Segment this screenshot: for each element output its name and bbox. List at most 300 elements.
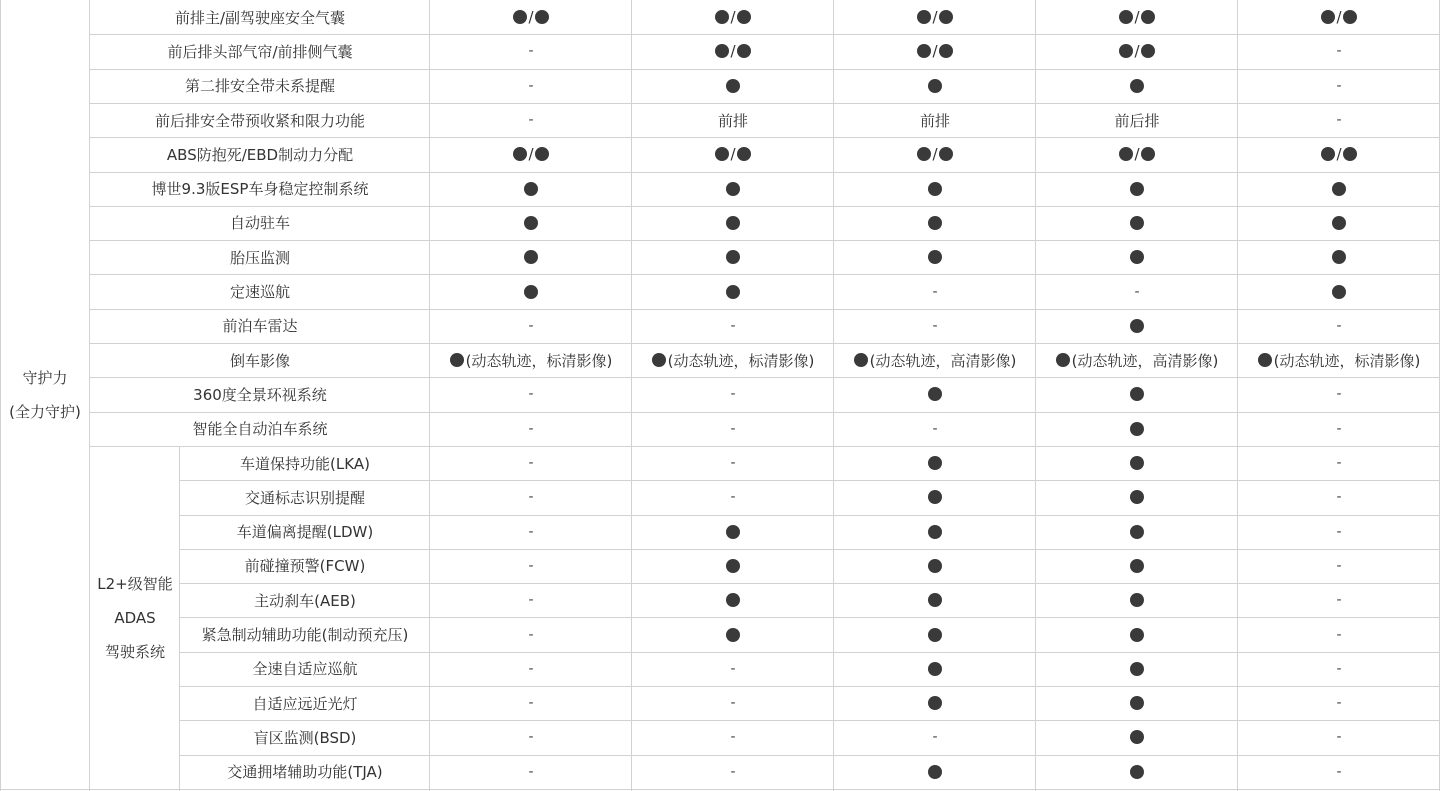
filled-dot-icon	[1332, 285, 1346, 299]
filled-dot-icon	[1130, 319, 1144, 333]
value-cell	[834, 0, 1036, 34]
value-cell	[632, 172, 834, 206]
not-available-dash: -	[1336, 729, 1342, 746]
not-available-dash: -	[528, 112, 534, 129]
slash-separator: /	[1134, 42, 1140, 61]
filled-dot-icon	[1343, 10, 1357, 24]
filled-dot-icon	[1130, 490, 1144, 504]
not-available-dash: -	[730, 455, 736, 472]
not-available-dash: -	[730, 763, 736, 780]
value-cell	[834, 206, 1036, 240]
slash-separator: /	[1134, 145, 1140, 164]
feature-label: 盲区监测(BSD)	[253, 728, 357, 747]
value-cell	[430, 172, 632, 206]
feature-label: 车道保持功能(LKA)	[240, 454, 370, 473]
filled-dot-icon	[1056, 353, 1070, 367]
grid-line	[180, 617, 1440, 618]
filled-dot-icon	[1130, 662, 1144, 676]
not-available-dash: -	[1336, 660, 1342, 677]
value-cell	[632, 617, 834, 651]
value-cell	[1036, 686, 1238, 720]
value-cell	[1036, 274, 1238, 308]
value-cell	[834, 34, 1036, 68]
not-available-dash: -	[730, 660, 736, 677]
value-cell	[834, 480, 1036, 514]
filled-dot-icon	[1130, 182, 1144, 196]
filled-dot-icon	[928, 456, 942, 470]
value-cell	[1036, 480, 1238, 514]
value-cell	[430, 720, 632, 754]
feature-label: 前后排头部气帘/前排侧气囊	[167, 42, 353, 61]
value-cell	[1036, 446, 1238, 480]
value-cell	[1238, 274, 1440, 308]
value-cell	[430, 652, 632, 686]
value-cell	[1238, 103, 1440, 137]
value-cell	[1238, 309, 1440, 343]
grid-line	[180, 549, 1440, 550]
not-available-dash: -	[730, 386, 736, 403]
filled-dot-icon	[1332, 216, 1346, 230]
value-cell	[632, 549, 834, 583]
value-cell	[1238, 652, 1440, 686]
filled-dot-icon	[928, 250, 942, 264]
value-cell	[1238, 515, 1440, 549]
value-cell	[632, 240, 834, 274]
group-label-line: (全力守护)	[9, 402, 81, 421]
filled-dot-icon	[737, 10, 751, 24]
filled-dot-icon	[524, 250, 538, 264]
value-cell	[1238, 137, 1440, 171]
not-available-dash: -	[528, 455, 534, 472]
filled-dot-icon	[737, 147, 751, 161]
filled-dot-icon	[1141, 44, 1155, 58]
not-available-dash: -	[528, 660, 534, 677]
filled-dot-icon	[1130, 730, 1144, 744]
feature-label: 智能全自动泊车系统	[192, 420, 328, 439]
value-cell	[632, 343, 834, 377]
filled-dot-icon	[513, 10, 527, 24]
not-available-dash: -	[1336, 455, 1342, 472]
filled-dot-icon	[928, 216, 942, 230]
slash-separator: /	[528, 8, 534, 27]
filled-dot-icon	[939, 44, 953, 58]
grid-line	[429, 0, 430, 791]
filled-dot-icon	[1130, 216, 1144, 230]
not-available-dash: -	[730, 420, 736, 437]
value-note: (动态轨迹，高清影像)	[869, 351, 1017, 370]
value-cell	[430, 515, 632, 549]
value-cell	[1238, 446, 1440, 480]
not-available-dash: -	[1336, 695, 1342, 712]
filled-dot-icon	[1130, 387, 1144, 401]
value-cell	[834, 69, 1036, 103]
filled-dot-icon	[726, 250, 740, 264]
not-available-dash: -	[528, 523, 534, 540]
value-cell	[430, 274, 632, 308]
value-cell	[632, 69, 834, 103]
not-available-dash: -	[730, 317, 736, 334]
value-cell	[1036, 309, 1238, 343]
grid-line	[1237, 0, 1238, 791]
value-cell	[1238, 240, 1440, 274]
slash-separator: /	[730, 42, 736, 61]
filled-dot-icon	[928, 525, 942, 539]
filled-dot-icon	[928, 662, 942, 676]
not-available-dash: -	[528, 43, 534, 60]
filled-dot-icon	[726, 285, 740, 299]
value-cell	[834, 446, 1036, 480]
not-available-dash: -	[1336, 386, 1342, 403]
value-cell	[1036, 103, 1238, 137]
value-cell	[430, 583, 632, 617]
value-cell	[430, 309, 632, 343]
value-cell	[1036, 69, 1238, 103]
value-cell	[1238, 583, 1440, 617]
filled-dot-icon	[737, 44, 751, 58]
value-note: (动态轨迹，标清影像)	[1273, 351, 1421, 370]
filled-dot-icon	[1321, 147, 1335, 161]
filled-dot-icon	[726, 593, 740, 607]
value-cell	[430, 480, 632, 514]
value-cell	[834, 103, 1036, 137]
value-cell	[632, 137, 834, 171]
slash-separator: /	[932, 8, 938, 27]
value-text: 前后排	[1114, 111, 1160, 130]
not-available-dash: -	[528, 489, 534, 506]
value-cell	[834, 652, 1036, 686]
filled-dot-icon	[939, 10, 953, 24]
value-cell	[632, 720, 834, 754]
value-cell	[834, 172, 1036, 206]
value-cell	[834, 755, 1036, 789]
value-cell	[430, 686, 632, 720]
value-cell	[1238, 172, 1440, 206]
slash-separator: /	[932, 42, 938, 61]
filled-dot-icon	[1130, 628, 1144, 642]
group-label-adas	[90, 446, 180, 789]
feature-label: 自动驻车	[229, 214, 290, 233]
slash-separator: /	[1336, 145, 1342, 164]
slash-separator: /	[730, 145, 736, 164]
filled-dot-icon	[1130, 765, 1144, 779]
filled-dot-icon	[1119, 10, 1133, 24]
value-cell	[430, 34, 632, 68]
value-cell	[1036, 515, 1238, 549]
value-cell	[632, 515, 834, 549]
value-cell	[1036, 172, 1238, 206]
value-cell	[430, 412, 632, 446]
value-cell	[430, 549, 632, 583]
value-cell	[430, 343, 632, 377]
filled-dot-icon	[1332, 250, 1346, 264]
feature-label: 车道偏离提醒(LDW)	[236, 523, 374, 542]
not-available-dash: -	[528, 592, 534, 609]
grid-line	[180, 720, 1440, 721]
value-cell	[1238, 686, 1440, 720]
filled-dot-icon	[928, 765, 942, 779]
value-cell	[1036, 34, 1238, 68]
value-cell	[834, 515, 1036, 549]
feature-label: 交通标志识别提醒	[244, 488, 365, 507]
group-label-safety	[0, 0, 90, 789]
filled-dot-icon	[1130, 525, 1144, 539]
filled-dot-icon	[928, 79, 942, 93]
filled-dot-icon	[939, 147, 953, 161]
value-cell	[430, 446, 632, 480]
value-cell	[1238, 0, 1440, 34]
value-cell	[632, 103, 834, 137]
grid-line	[180, 515, 1440, 516]
value-cell	[834, 720, 1036, 754]
feature-label: 前后排安全带预收紧和限力功能	[154, 111, 365, 130]
not-available-dash: -	[1336, 523, 1342, 540]
not-available-dash: -	[1336, 557, 1342, 574]
grid-line	[89, 0, 90, 791]
filled-dot-icon	[1130, 696, 1144, 710]
filled-dot-icon	[535, 147, 549, 161]
value-cell	[632, 0, 834, 34]
not-available-dash: -	[1336, 763, 1342, 780]
filled-dot-icon	[726, 628, 740, 642]
value-cell	[834, 137, 1036, 171]
not-available-dash: -	[1336, 112, 1342, 129]
feature-label: 全速自适应巡航	[252, 660, 358, 679]
value-cell	[1238, 617, 1440, 651]
not-available-dash: -	[528, 763, 534, 780]
not-available-dash: -	[1336, 489, 1342, 506]
value-cell	[430, 69, 632, 103]
grid-line	[180, 583, 1440, 584]
feature-label: 紧急制动辅助功能(制动预充压)	[201, 626, 409, 645]
grid-line	[180, 686, 1440, 687]
feature-label: 主动刹车(AEB)	[254, 591, 356, 610]
filled-dot-icon	[726, 216, 740, 230]
filled-dot-icon	[1343, 147, 1357, 161]
value-cell	[1238, 480, 1440, 514]
filled-dot-icon	[524, 285, 538, 299]
value-cell	[430, 0, 632, 34]
value-cell	[834, 274, 1036, 308]
not-available-dash: -	[932, 283, 938, 300]
filled-dot-icon	[928, 559, 942, 573]
not-available-dash: -	[730, 729, 736, 746]
value-cell	[632, 446, 834, 480]
not-available-dash: -	[1336, 43, 1342, 60]
filled-dot-icon	[726, 559, 740, 573]
value-cell	[1036, 137, 1238, 171]
value-cell	[834, 686, 1036, 720]
filled-dot-icon	[928, 628, 942, 642]
value-cell	[1036, 412, 1238, 446]
grid-line	[1035, 0, 1036, 791]
not-available-dash: -	[1134, 283, 1140, 300]
feature-label: ABS防抱死/EBD制动力分配	[166, 145, 354, 164]
not-available-dash: -	[1336, 77, 1342, 94]
value-cell	[430, 103, 632, 137]
value-text: 前排	[717, 111, 748, 130]
grid-line	[833, 0, 834, 791]
value-cell	[834, 412, 1036, 446]
value-cell	[632, 686, 834, 720]
value-cell	[1238, 206, 1440, 240]
value-cell	[1238, 720, 1440, 754]
value-cell	[632, 755, 834, 789]
grid-line	[180, 480, 1440, 481]
feature-label: 第二排安全带未系提醒	[184, 77, 335, 96]
filled-dot-icon	[715, 147, 729, 161]
filled-dot-icon	[928, 182, 942, 196]
value-text: 前排	[919, 111, 950, 130]
value-cell	[1036, 755, 1238, 789]
not-available-dash: -	[1336, 626, 1342, 643]
not-available-dash: -	[932, 317, 938, 334]
value-cell	[834, 617, 1036, 651]
value-cell	[632, 309, 834, 343]
value-cell	[1036, 0, 1238, 34]
value-cell	[1036, 343, 1238, 377]
filled-dot-icon	[854, 353, 868, 367]
feature-label: 360度全景环视系统	[193, 385, 327, 404]
slash-separator: /	[528, 145, 534, 164]
feature-label: 倒车影像	[229, 351, 290, 370]
value-cell	[430, 240, 632, 274]
filled-dot-icon	[917, 10, 931, 24]
value-cell	[430, 617, 632, 651]
value-cell	[1036, 240, 1238, 274]
value-cell	[430, 377, 632, 411]
value-note: (动态轨迹，高清影像)	[1071, 351, 1219, 370]
group-label-line: ADAS	[114, 608, 156, 627]
not-available-dash: -	[1336, 592, 1342, 609]
filled-dot-icon	[450, 353, 464, 367]
value-cell	[834, 240, 1036, 274]
grid-line	[0, 789, 1440, 790]
not-available-dash: -	[730, 695, 736, 712]
feature-label: 自适应远近光灯	[252, 694, 358, 713]
filled-dot-icon	[928, 490, 942, 504]
value-cell	[632, 34, 834, 68]
value-note: (动态轨迹，标清影像)	[667, 351, 815, 370]
filled-dot-icon	[726, 182, 740, 196]
filled-dot-icon	[715, 44, 729, 58]
feature-label: 前碰撞预警(FCW)	[244, 557, 366, 576]
filled-dot-icon	[1258, 353, 1272, 367]
value-cell	[1036, 617, 1238, 651]
filled-dot-icon	[1130, 456, 1144, 470]
not-available-dash: -	[932, 729, 938, 746]
feature-label: 前泊车雷达	[222, 317, 298, 336]
value-cell	[834, 377, 1036, 411]
filled-dot-icon	[1130, 593, 1144, 607]
value-cell	[1238, 343, 1440, 377]
value-cell	[1036, 549, 1238, 583]
filled-dot-icon	[535, 10, 549, 24]
value-cell	[1238, 549, 1440, 583]
slash-separator: /	[730, 8, 736, 27]
value-cell	[632, 652, 834, 686]
not-available-dash: -	[932, 420, 938, 437]
value-cell	[430, 755, 632, 789]
grid-line	[180, 755, 1440, 756]
value-cell	[1036, 377, 1238, 411]
value-cell	[632, 274, 834, 308]
filled-dot-icon	[652, 353, 666, 367]
not-available-dash: -	[528, 729, 534, 746]
value-cell	[632, 412, 834, 446]
value-cell	[632, 206, 834, 240]
filled-dot-icon	[1130, 250, 1144, 264]
grid-line	[179, 446, 180, 791]
filled-dot-icon	[524, 216, 538, 230]
slash-separator: /	[1134, 8, 1140, 27]
value-cell	[834, 309, 1036, 343]
value-cell	[430, 206, 632, 240]
value-cell	[1036, 652, 1238, 686]
value-cell	[632, 377, 834, 411]
value-cell	[1238, 755, 1440, 789]
value-note: (动态轨迹，标清影像)	[465, 351, 613, 370]
feature-label: 前排主/副驾驶座安全气囊	[174, 8, 346, 27]
value-cell	[1036, 206, 1238, 240]
filled-dot-icon	[715, 10, 729, 24]
filled-dot-icon	[1119, 147, 1133, 161]
value-cell	[834, 549, 1036, 583]
filled-dot-icon	[1321, 10, 1335, 24]
filled-dot-icon	[917, 44, 931, 58]
value-cell	[1238, 377, 1440, 411]
filled-dot-icon	[1141, 147, 1155, 161]
filled-dot-icon	[524, 182, 538, 196]
not-available-dash: -	[528, 386, 534, 403]
not-available-dash: -	[730, 489, 736, 506]
value-cell	[834, 343, 1036, 377]
not-available-dash: -	[528, 317, 534, 334]
filled-dot-icon	[917, 147, 931, 161]
value-cell	[632, 583, 834, 617]
value-cell	[430, 137, 632, 171]
not-available-dash: -	[528, 420, 534, 437]
value-cell	[1238, 412, 1440, 446]
grid-line	[180, 652, 1440, 653]
value-cell	[1238, 34, 1440, 68]
value-cell	[1238, 69, 1440, 103]
filled-dot-icon	[1130, 79, 1144, 93]
value-cell	[632, 480, 834, 514]
grid-line	[631, 0, 632, 791]
filled-dot-icon	[513, 147, 527, 161]
group-label-line: L2+级智能	[97, 574, 173, 593]
filled-dot-icon	[1332, 182, 1346, 196]
feature-label: 交通拥堵辅助功能(TJA)	[227, 763, 383, 782]
value-cell	[1036, 583, 1238, 617]
value-cell	[834, 583, 1036, 617]
filled-dot-icon	[928, 593, 942, 607]
slash-separator: /	[1336, 8, 1342, 27]
value-cell	[1036, 720, 1238, 754]
filled-dot-icon	[1119, 44, 1133, 58]
filled-dot-icon	[726, 525, 740, 539]
group-label-line: 守护力	[22, 368, 68, 387]
slash-separator: /	[932, 145, 938, 164]
not-available-dash: -	[528, 557, 534, 574]
not-available-dash: -	[528, 77, 534, 94]
not-available-dash: -	[1336, 317, 1342, 334]
filled-dot-icon	[1130, 559, 1144, 573]
filled-dot-icon	[1141, 10, 1155, 24]
not-available-dash: -	[528, 626, 534, 643]
filled-dot-icon	[1130, 422, 1144, 436]
filled-dot-icon	[928, 696, 942, 710]
